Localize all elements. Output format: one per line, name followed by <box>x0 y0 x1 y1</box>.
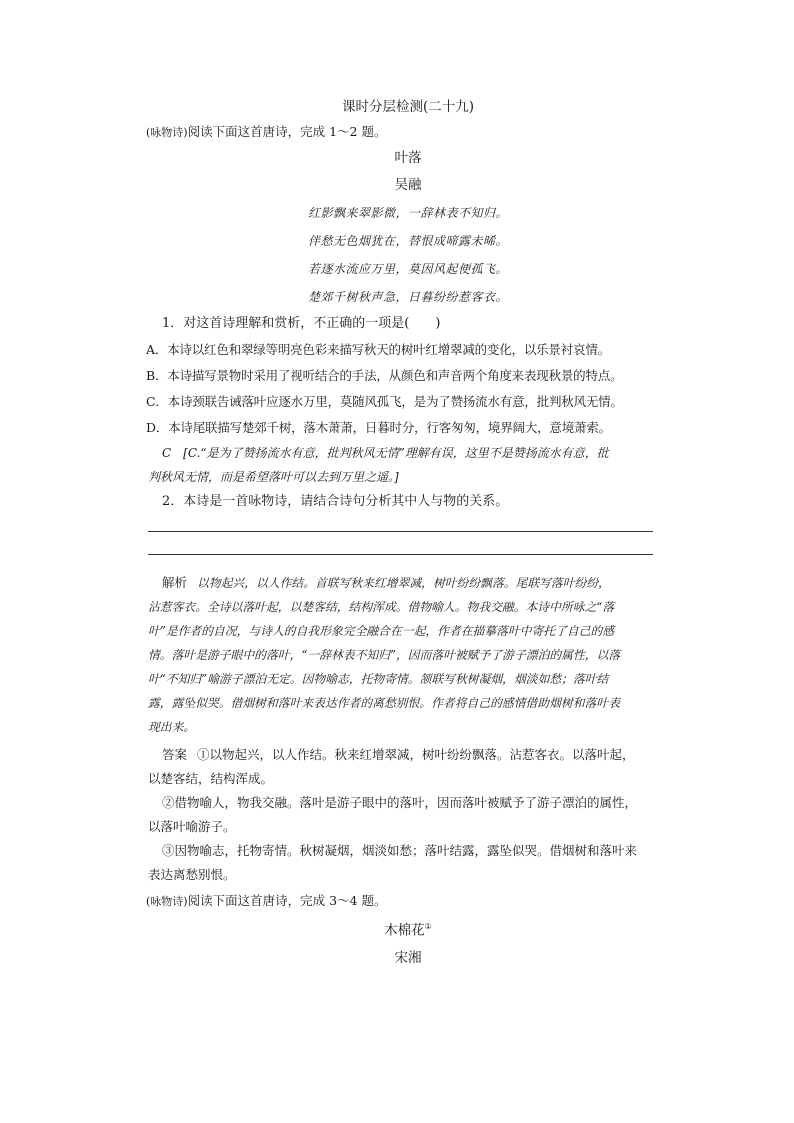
answer-line: 表达离愁别恨。 <box>148 867 236 882</box>
section2-intro <box>148 889 668 914</box>
question-1: 1．对这首诗理解和赏析，不正确的一项是( ) <box>162 316 441 331</box>
analysis-line: 沾惹客衣。全诗以落叶起，以楚客结，结构浑成。借物喻人。物我交融。本诗中所咏之“落 <box>148 600 615 614</box>
analysis-label: 解析 <box>162 575 188 590</box>
answer-line: ②借物喻人，物我交融。落叶是游子眼中的落叶，因而落叶被赋予了游子漂泊的属性， <box>162 795 638 810</box>
analysis-line: 现出来。 <box>148 720 196 734</box>
footnote-marker: ① <box>424 922 432 931</box>
analysis-line: 情。落叶是游子眼中的落叶，“一辞林表不知归”，因而落叶被赋予了游子漂泊的属性，以落 <box>148 648 621 662</box>
poem1-author: 吴融 <box>394 177 422 193</box>
question-2: 2．本诗是一首咏物诗，请结合诗句分析其中人与物的关系。 <box>162 494 509 509</box>
question-1-option-a: A．本诗以红色和翠绿等明亮色彩来描写秋天的树叶红增翠减的变化，以乐景衬哀情。 <box>146 342 610 357</box>
answer-blank-line <box>148 531 653 532</box>
poem1-line: 伴愁无色烟犹在，替恨成啼露未晞。 <box>307 234 508 248</box>
analysis-line: 叶“不知归”喻游子漂泊无定。因物喻志，托物寄情。颔联写秋树凝烟，烟淡如愁；落叶结 <box>148 672 609 686</box>
document-title: 课时分层检测(二十九) <box>341 99 475 115</box>
poem1-title: 叶落 <box>394 150 422 166</box>
question-1-answer-line: 判秋风无情，而是希望落叶可以去到万里之遥。] <box>148 470 399 484</box>
answer-label: 答案 <box>162 747 188 762</box>
answer-block <box>148 743 668 887</box>
answer-blank-line <box>148 554 653 555</box>
poem1-line: 红影飘来翠影微，一辞林表不知归。 <box>307 206 508 220</box>
answer-line: ③因物喻志，托物寄情。秋树凝烟，烟淡如愁；落叶结露，露坠似哭。借烟树和落叶来 <box>162 843 638 858</box>
document-body <box>148 96 668 972</box>
section1-intro <box>148 120 668 145</box>
analysis-line: 叶”是作者的自况，与诗人的自我形象完全融合在一起，作者在描摹落叶中寄托了自己的感 <box>148 624 615 638</box>
answer-line: 答案 ①以物起兴，以人作结。秋来红增翠减，树叶纷纷飘落。沾惹客衣。以落叶起， <box>162 747 635 762</box>
analysis-block <box>148 571 668 739</box>
section2-tag: (咏物诗) <box>146 895 188 908</box>
poem2-author: 宋湘 <box>394 949 422 966</box>
analysis-line: 露，露坠似哭。借烟树和落叶来表达作者的离愁别恨。作者将自己的感情借助烟树和落叶表 <box>148 696 620 710</box>
question-1-option-d: D．本诗尾联描写楚郊千树，落木萧萧，日暮时分，行客匆匆，境界阔大，意境萧索。 <box>146 420 611 435</box>
answer-line: 以楚客结，结构浑成。 <box>148 771 274 786</box>
section1-intro-text: 阅读下面这首唐诗，完成 1～2 题。 <box>187 124 387 139</box>
answer-line: 以落叶喻游子。 <box>148 819 236 834</box>
question-1-option-c: C．本诗颈联告诫落叶应逐水万里，莫随风孤飞，是为了赞扬流水有意，批判秋风无情。 <box>146 394 623 409</box>
question-1-answer-line: C [C.“是为了赞扬流水有意，批判秋风无情”理解有误，这里不是赞扬流水有意，批 <box>162 446 609 460</box>
section2-intro-text: 阅读下面这首唐诗，完成 3～4 题。 <box>187 893 387 908</box>
answer-blank-lines <box>148 531 668 555</box>
poem1-line: 楚郊千树秋声急，日暮纷纷惹客衣。 <box>307 290 508 304</box>
poem1-body <box>148 199 668 311</box>
analysis-line: 解析 以物起兴，以人作结。首联写秋来红增翠减，树叶纷纷飘落。尾联写落叶纷纷， <box>162 575 610 590</box>
section1-tag: (咏物诗) <box>146 126 188 139</box>
question-1-option-b: B．本诗描写景物时采用了视听结合的手法，从颜色和声音两个角度来表现秋景的特点。 <box>146 368 623 383</box>
poem2-title: 木棉花① <box>384 922 432 939</box>
poem1-line: 若逐水流应万里，莫因风起便孤飞。 <box>307 262 508 276</box>
